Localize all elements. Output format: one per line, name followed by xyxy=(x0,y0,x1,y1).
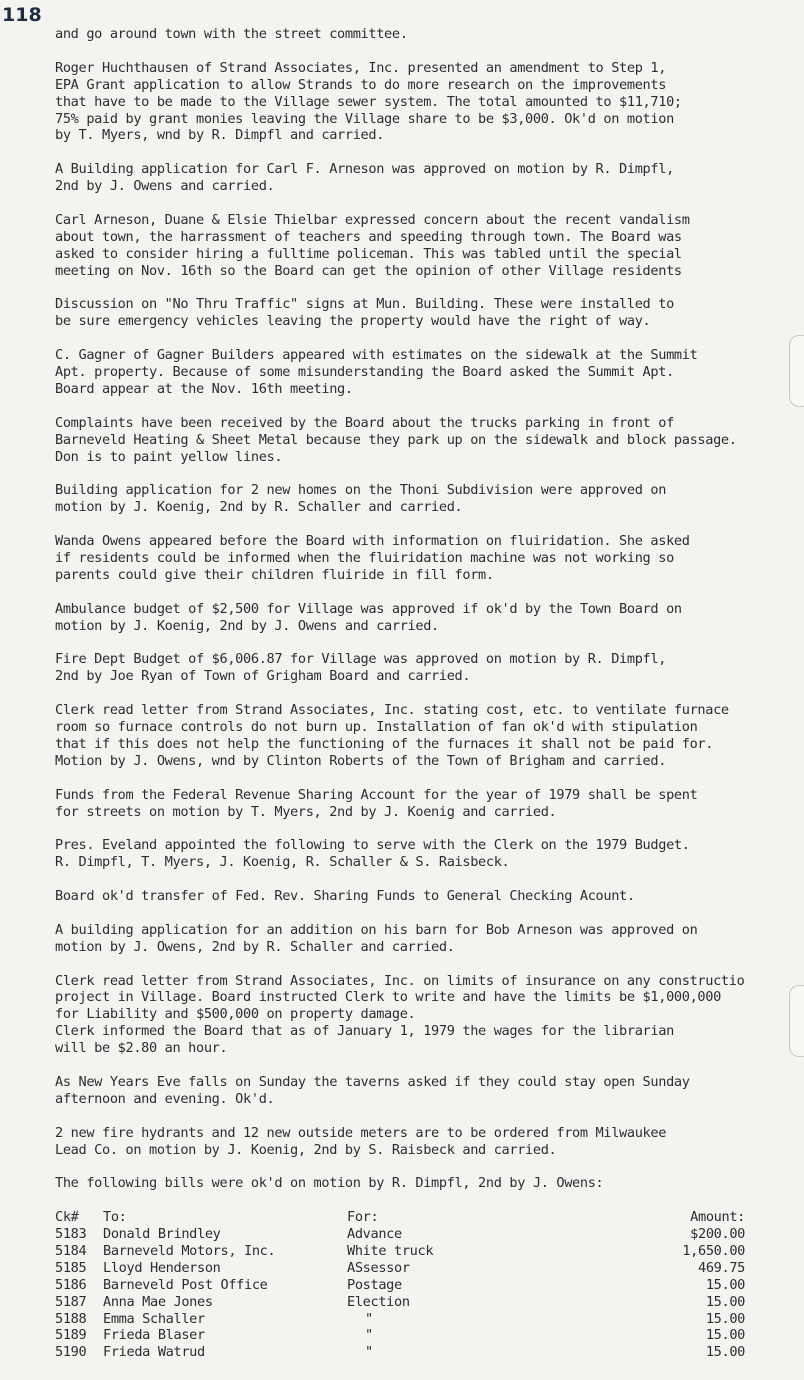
paragraph: Fire Dept Budget of $6,006.87 for Village was approved on motion by R. Dimpfl, 2nd by Joe Ryan of Town of Grigham Board and carried. xyxy=(55,651,667,685)
paragraph: Clerk informed the Board that as of January 1, 1979 the wages for the librarian will be $2.80 an hour. xyxy=(55,1023,674,1057)
paragraph: and go around town with the street committee. xyxy=(55,26,408,42)
bills-header-row xyxy=(55,1209,745,1226)
column-header-ck: Ck# xyxy=(55,1209,79,1226)
amount: 15.00 xyxy=(705,1344,745,1361)
page-number: 118 xyxy=(2,4,42,26)
amount: 15.00 xyxy=(705,1293,745,1310)
paragraph: A building application for an addition on his barn for Bob Arneson was approved on motion by J. Owens, 2nd by R. Schaller and carried. xyxy=(55,921,698,955)
purpose: ASsessor xyxy=(347,1259,410,1276)
paragraph: Wanda Owens appeared before the Board with information on fluiridation. She asked if residents could be informed when the fluiridation machine was not working so parents could give their children fluiride in fill form. xyxy=(55,533,690,583)
amount: 15.00 xyxy=(705,1310,745,1327)
paragraph: Clerk read letter from Strand Associates, Inc. stating cost, etc. to ventilate furnace room so furnace controls do not burn up. Installation of fan ok'd with stipulation that if this does not help the functioning of the furnaces it shall not be paid for. Motion by J. Owens, wnd by Clinton Roberts of the Town of Brigham and carried. xyxy=(55,702,729,769)
paragraph: Building application for 2 new homes on the Thoni Subdivision were approved on motion by J. Koenig, 2nd by R. Schaller and carried. xyxy=(55,482,667,516)
table-row xyxy=(55,1327,745,1344)
purpose: " xyxy=(365,1310,373,1327)
paragraph: Complaints have been received by the Board about the trucks parking in front of Barneveld Heating & Sheet Metal because they park up on the sidewalk and block passage. Don is to paint yellow lines. xyxy=(55,414,737,465)
paragraph: Pres. Eveland appointed the following to serve with the Clerk on the 1979 Budget. R. Dimpfl, T. Myers, J. Koenig, R. Schaller & S. Raisbeck. xyxy=(55,837,690,871)
paragraph: C. Gagner of Gagner Builders appeared with estimates on the sidewalk at the Summit Apt. property. Because of some misunderstanding the Board asked the Summit Apt. Board appear at the Nov. 16th meeting. xyxy=(55,347,698,397)
table-row xyxy=(55,1260,745,1277)
paragraph: As New Years Eve falls on Sunday the taverns asked if they could stay open Sunday afternoon and evening. Ok'd. xyxy=(55,1073,690,1107)
purpose: " xyxy=(365,1327,373,1344)
column-header-to: To: xyxy=(103,1209,127,1226)
table-row xyxy=(55,1311,745,1328)
paragraph: Carl Arneson, Duane & Elsie Thielbar expressed concern about the recent vandalism about town, the harrassment of teachers and speeding through town. The Board was asked to consider hiring a fulltime policeman. This was tabled until the special meeting on Nov. 16th so the Board can get the opinion of other Village residents xyxy=(55,211,690,279)
check-number: 5184 xyxy=(55,1242,87,1259)
amount: 1,650.00 xyxy=(682,1242,745,1259)
paragraph: Discussion on "No Thru Traffic" signs at Mun. Building. These were installed to be sure emergency vehicles leaving the property would have the right of way. xyxy=(55,296,674,330)
table-row xyxy=(55,1344,745,1361)
check-number: 5189 xyxy=(55,1327,87,1344)
binder-tab-mark xyxy=(789,335,804,407)
purpose: Election xyxy=(347,1293,410,1310)
paragraph: 2 new fire hydrants and 12 new outside meters are to be ordered from Milwaukee Lead Co. on motion by J. Koenig, 2nd by S. Raisbeck and carried. xyxy=(55,1124,667,1158)
check-number: 5190 xyxy=(55,1344,87,1361)
check-number: 5183 xyxy=(55,1226,87,1243)
binder-tab-mark xyxy=(789,985,804,1057)
bills-table xyxy=(55,1209,745,1361)
paragraph: Board ok'd transfer of Fed. Rev. Sharing Funds to General Checking Acount. xyxy=(55,888,635,904)
column-header-amount: Amount: xyxy=(690,1209,745,1226)
check-number: 5185 xyxy=(55,1259,87,1276)
amount: 469.75 xyxy=(697,1259,745,1276)
payee: Emma Schaller xyxy=(103,1310,205,1327)
purpose: " xyxy=(365,1344,373,1361)
payee: Lloyd Henderson xyxy=(103,1259,221,1276)
table-row xyxy=(55,1294,745,1311)
table-row xyxy=(55,1243,745,1260)
amount: 15.00 xyxy=(705,1327,745,1344)
payee: Frieda Watrud xyxy=(103,1344,205,1361)
amount: $200.00 xyxy=(690,1226,745,1243)
table-row xyxy=(55,1277,745,1294)
payee: Barneveld Post Office xyxy=(103,1276,268,1293)
purpose: Postage xyxy=(347,1276,402,1293)
amount: 15.00 xyxy=(705,1276,745,1293)
column-header-for: For: xyxy=(347,1209,379,1226)
check-number: 5188 xyxy=(55,1310,87,1327)
purpose: Advance xyxy=(347,1226,402,1243)
paragraph: Ambulance budget of $2,500 for Village was approved if ok'd by the Town Board on motion by J. Koenig, 2nd by J. Owens and carried. xyxy=(55,600,682,634)
check-number: 5187 xyxy=(55,1293,87,1310)
purpose: White truck xyxy=(347,1242,434,1259)
paragraph: A Building application for Carl F. Arneson was approved on motion by R. Dimpfl, 2nd by J. Owens and carried. xyxy=(55,161,674,195)
paragraph: Funds from the Federal Revenue Sharing Account for the year of 1979 shall be spent for streets on motion by T. Myers, 2nd by J. Koenig and carried. xyxy=(55,786,698,820)
payee: Donald Brindley xyxy=(103,1226,221,1243)
payee: Frieda Blaser xyxy=(103,1327,205,1344)
paragraph: Roger Huchthausen of Strand Associates, Inc. presented an amendment to Step 1, EPA Grant application to allow Strands to do more research on the improvements that have to be made to the Village sewer system. The total amounted to $11,710; 75% paid by grant monies leaving the Village share to be $3,000. Ok'd on motion by T. Myers, wnd by R. Dimpfl and carried. xyxy=(55,59,682,144)
minutes-body xyxy=(55,26,800,1361)
table-row xyxy=(55,1226,745,1243)
payee: Barneveld Motors, Inc. xyxy=(103,1242,276,1259)
paragraph: Clerk read letter from Strand Associates, Inc. on limits of insurance on any constructio project in Village. Board instructed Clerk to write and have the limits be $1,000,000 for Liability and $500,000 on property damage. xyxy=(55,972,745,1023)
payee: Anna Mae Jones xyxy=(103,1293,213,1310)
check-number: 5186 xyxy=(55,1276,87,1293)
bills-intro: The following bills were ok'd on motion by R. Dimpfl, 2nd by J. Owens: xyxy=(55,1175,604,1192)
